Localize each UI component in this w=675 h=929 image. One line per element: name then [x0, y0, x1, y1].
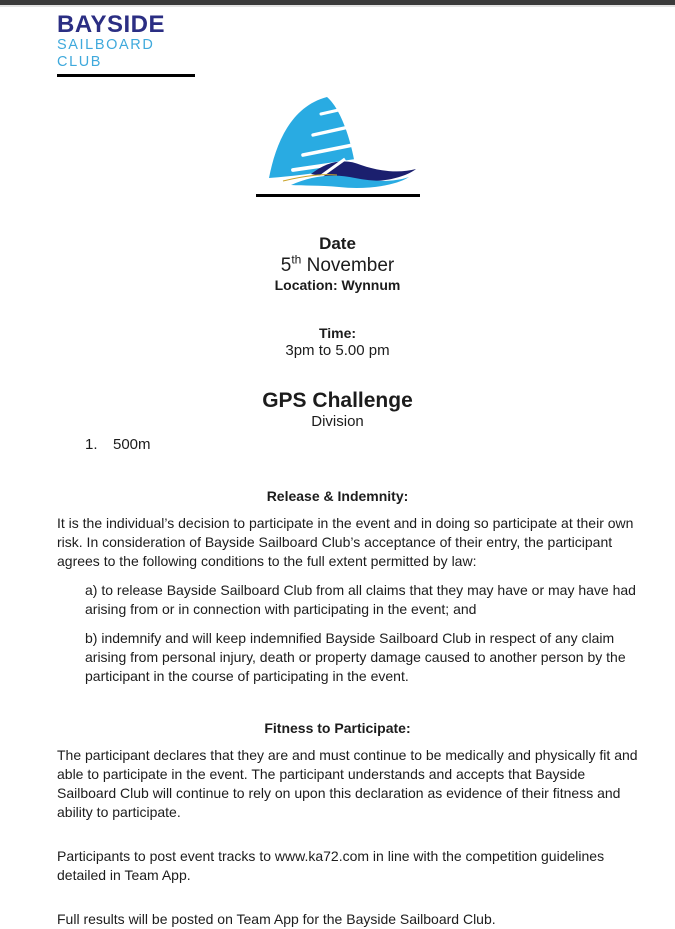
club-logo: [57, 12, 197, 77]
event-subtitle: Division: [311, 413, 364, 430]
date-value: [0, 254, 675, 277]
tracks-text-post: in line with the competition guidelines detailed in Team App.: [57, 848, 605, 883]
release-indemnity-heading: Release & Indemnity:: [266, 488, 409, 504]
division-value: 500m: [113, 436, 151, 453]
date-day: 5: [280, 255, 292, 276]
tracks-text-pre: Participants to post event tracks to: [57, 848, 275, 864]
sail-logo: [253, 95, 423, 197]
fitness-heading: Fitness to Participate:: [264, 720, 411, 736]
division-list-item: [85, 436, 675, 454]
club-subtitle: SAILBOARD CLUB: [57, 37, 155, 70]
date-ordinal-suffix: th: [291, 252, 302, 267]
logo-underline: [57, 74, 195, 77]
event-title: GPS Challenge: [262, 389, 413, 412]
windsurf-sail-icon: [253, 95, 423, 187]
time-value: 3pm to 5.00 pm: [285, 342, 390, 359]
date-heading: Date: [319, 234, 356, 253]
results-paragraph: Full results will be posted on Team App for the Bayside Sailboard Club.: [57, 911, 496, 927]
ka72-url: www.ka72.com: [274, 848, 370, 864]
location-line: Location: Wynnum: [274, 277, 401, 293]
release-clause-b: b) indemnify and will keep indemnified Bayside Sailboard Club in respect of any claim arising from personal injury, death or property damage caused to another person by the participant in the course of participating in the event.: [85, 630, 626, 684]
release-intro-paragraph: It is the individual’s decision to participate in the event and in doing so participate at their own risk. In consideration of Bayside Sailboard Club’s acceptance of their entry, the participant agrees to the following conditions to the full extent permitted by law:: [57, 515, 634, 569]
fitness-paragraph: The participant declares that they are and must continue to be medically and physically fit and able to participate in the event. The participant understands and accepts that Bayside Sailboard Club will continue to rely on upon this declaration as evidence of their fitness and ability to participate.: [57, 747, 638, 820]
club-name: BAYSIDE: [57, 11, 165, 38]
sail-underline: [256, 194, 420, 197]
release-clause-a: a) to release Bayside Sailboard Club from all claims that they may have or may have had arising from or in connection with participating in the event; and: [85, 582, 636, 617]
tracks-paragraph: [57, 847, 640, 885]
time-heading: Time:: [318, 325, 357, 341]
date-month: November: [301, 255, 395, 276]
division-number: 1.: [85, 436, 98, 453]
top-bar: [0, 0, 675, 7]
